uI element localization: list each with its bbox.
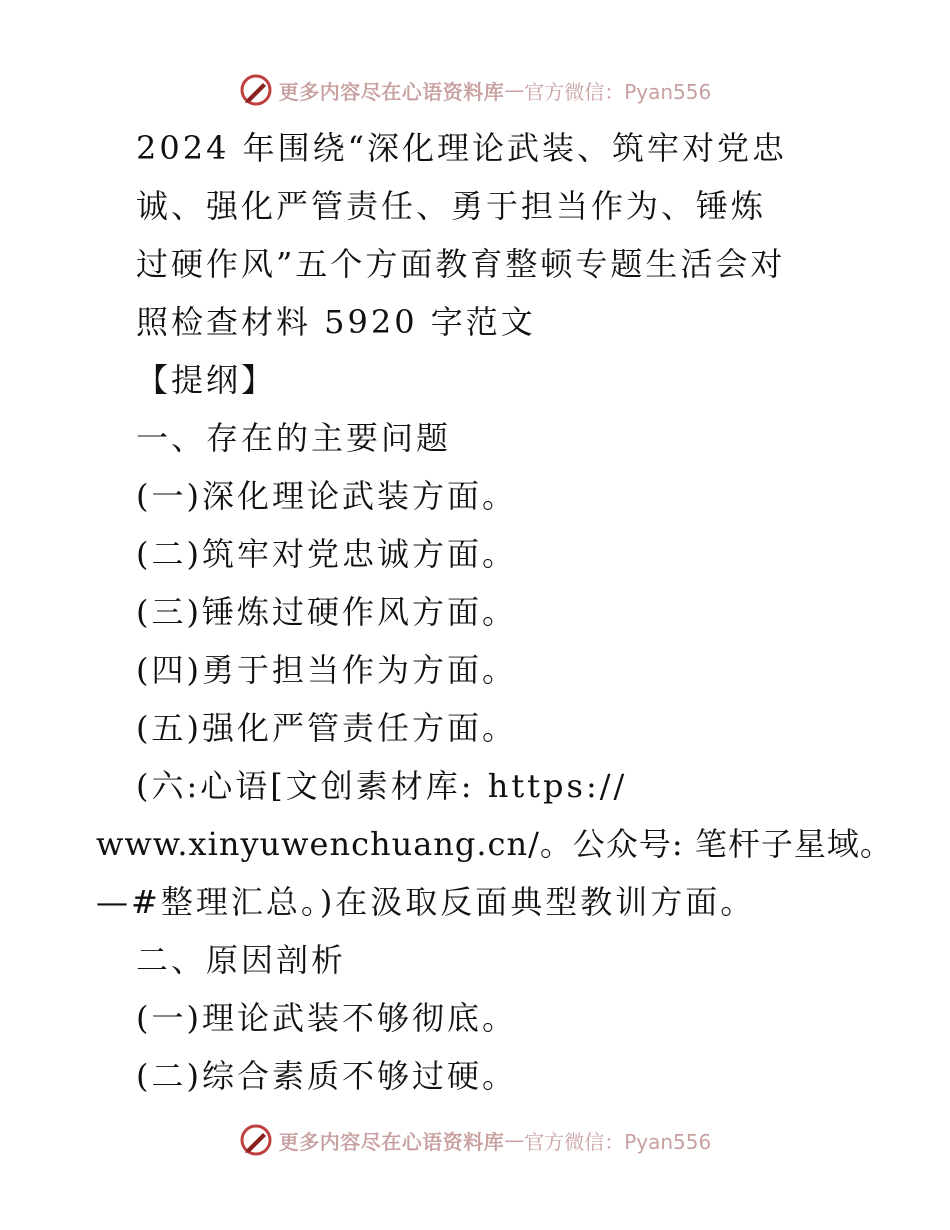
watermark-site-text: 更多内容尽在心语资料库 bbox=[278, 79, 505, 104]
section-heading-1: 一、存在的主要问题 bbox=[136, 419, 452, 457]
outline-heading: 【提纲】 bbox=[136, 361, 277, 399]
list-item: (五)强化严管责任方面。 bbox=[136, 709, 517, 747]
list-item: (四)勇于担当作为方面。 bbox=[136, 651, 517, 689]
list-item: (一)深化理论武装方面。 bbox=[136, 477, 517, 515]
list-item: (二)综合素质不够过硬。 bbox=[136, 1057, 517, 1095]
watermark-separator: — bbox=[504, 78, 525, 102]
footer-watermark bbox=[0, 1120, 950, 1160]
list-item-6-line-1: (六:心语[文创素材库: https:// bbox=[136, 767, 628, 805]
watermark-wechat-text: 官方微信：Pyan556 bbox=[524, 79, 712, 104]
list-item: (一)理论武装不够彻底。 bbox=[136, 999, 517, 1037]
list-item: (二)筑牢对党忠诚方面。 bbox=[136, 535, 517, 573]
title-line-4: 照检查材料 5920 字范文 bbox=[136, 303, 536, 341]
list-item-6-line-2: www.xinyuwenchuang.cn/。公众号: 笔杆子星域。 bbox=[96, 825, 893, 863]
watermark-wechat-text: 官方微信：Pyan556 bbox=[524, 1129, 712, 1154]
title-line-2: 诚、强化严管责任、勇于担当作为、锤炼 bbox=[136, 187, 767, 225]
watermark-site-text: 更多内容尽在心语资料库 bbox=[278, 1129, 505, 1154]
pen-logo-icon bbox=[239, 73, 273, 107]
title-line-1: 2024 年围绕“深化理论武装、筑牢对党忠 bbox=[136, 129, 787, 167]
title-line-3: 过硬作风”五个方面教育整顿专题生活会对 bbox=[136, 245, 786, 283]
list-item-6-line-3: —#整理汇总。)在汲取反面典型教训方面。 bbox=[96, 883, 756, 921]
section-heading-2: 二、原因剖析 bbox=[136, 941, 347, 979]
pen-logo-icon bbox=[239, 1123, 273, 1157]
header-watermark bbox=[0, 70, 950, 110]
list-item: (三)锤炼过硬作风方面。 bbox=[136, 593, 517, 631]
watermark-separator: — bbox=[504, 1128, 525, 1152]
